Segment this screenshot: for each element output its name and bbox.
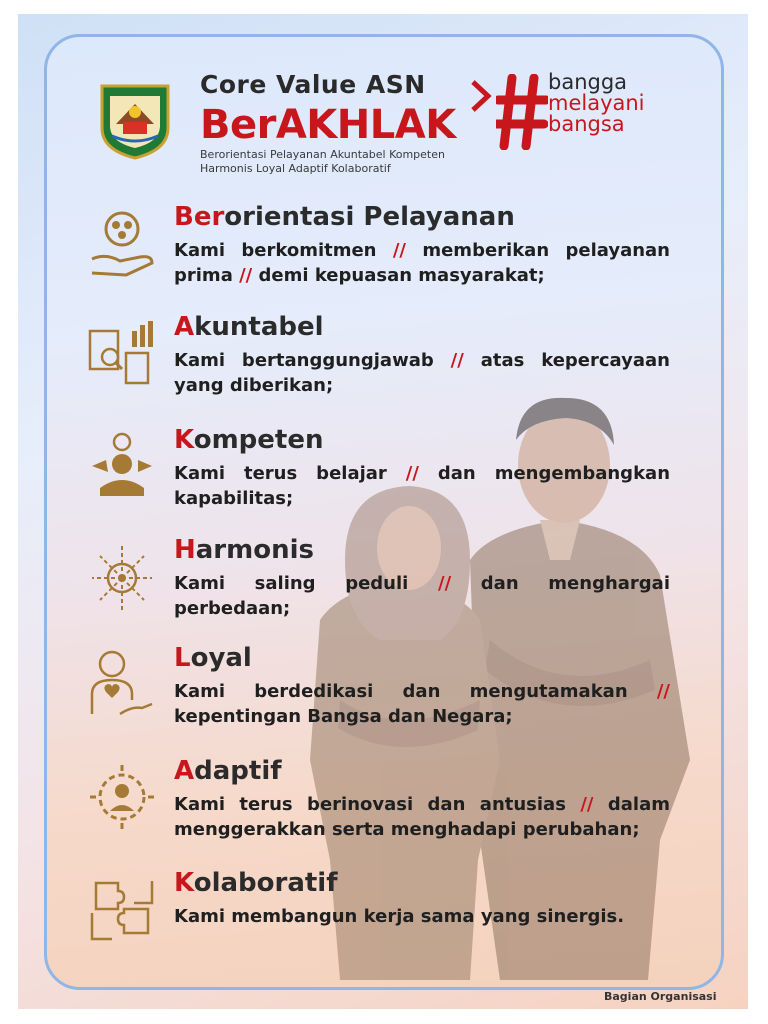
hashtag-word-melayani: melayani <box>548 91 645 115</box>
description-text: Kami membangun kerja sama yang sinergis. <box>174 906 625 927</box>
value-title-initial: L <box>174 643 191 673</box>
description-text: memberikan pelayanan <box>406 240 670 261</box>
description-text: kapabilitas; <box>174 488 294 509</box>
separator-slashes: // <box>580 794 594 815</box>
value-title <box>174 535 314 565</box>
value-description-line <box>174 792 670 817</box>
hashtag-word-bangga: bangga <box>548 70 628 94</box>
description-text: dan mengembangkan <box>418 463 671 484</box>
value-title-rest: armonis <box>195 535 314 565</box>
separator-slashes: // <box>438 573 452 594</box>
separator-slashes: // <box>392 240 406 261</box>
value-description-line <box>174 373 670 398</box>
hashtag-text <box>548 72 645 135</box>
heart-hand-icon <box>86 645 158 723</box>
separator-slashes: // <box>405 463 419 484</box>
value-title-initial: Ber <box>174 202 225 232</box>
value-description-line <box>174 904 670 929</box>
footer-credit: Bagian Organisasi <box>604 990 717 1003</box>
description-text: dan menghargai <box>451 573 670 594</box>
separator-slashes: // <box>239 265 253 286</box>
hand-people-icon <box>86 204 158 282</box>
value-title-rest: olaboratif <box>193 868 338 898</box>
value-description-line <box>174 817 670 842</box>
description-text: Kami bertanggungjawab <box>174 350 451 371</box>
separator-slashes: // <box>656 681 670 702</box>
description-text: demi kepuasan masyarakat; <box>252 265 545 286</box>
description-text: yang diberikan; <box>174 375 334 396</box>
core-value-heading: Core Value ASN <box>200 70 426 99</box>
value-description-line <box>174 596 670 621</box>
description-text: dalam <box>593 794 670 815</box>
value-title <box>174 312 324 342</box>
description-text: atas kepercayaan <box>463 350 670 371</box>
description-text: Kami berdedikasi dan mengutamakan <box>174 681 657 702</box>
value-title <box>174 756 282 786</box>
hashtag-icon <box>496 74 548 150</box>
description-text: Kami saling peduli <box>174 573 438 594</box>
value-description-line <box>174 461 670 486</box>
value-description-line <box>174 571 670 596</box>
value-title-initial: H <box>174 535 196 565</box>
value-description-line <box>174 679 670 704</box>
description-text: Kami terus belajar <box>174 463 406 484</box>
chevron-right-icon <box>470 80 492 112</box>
puzzle-hands-icon <box>86 870 158 948</box>
value-title-rest: ompeten <box>193 425 324 455</box>
value-title-initial: A <box>174 312 195 342</box>
value-title-rest: kuntabel <box>194 312 324 342</box>
berakhlak-subtitle: Berorientasi Pelayanan Akuntabel Kompeten Harmonis Loyal Adaptif Kolaboratif <box>200 148 445 175</box>
value-title-initial: A <box>174 756 195 786</box>
value-description-line <box>174 238 670 263</box>
description-text: menggerakkan serta menghadapi perubahan; <box>174 819 640 840</box>
berakhlak-heading: BerAKHLAK <box>200 102 456 148</box>
value-title-rest: oyal <box>190 643 252 673</box>
separator-slashes: // <box>450 350 464 371</box>
value-title-initial: K <box>174 425 194 455</box>
description-text: kepentingan Bangsa dan Negara; <box>174 706 513 727</box>
pasaman-barat-emblem <box>98 80 172 160</box>
hashtag-word-bangsa: bangsa <box>548 112 625 136</box>
value-description-line <box>174 348 670 373</box>
description-text: Kami berkomitmen <box>174 240 393 261</box>
value-title-rest: orientasi Pelayanan <box>224 202 515 232</box>
value-title <box>174 643 252 673</box>
description-text: perbedaan; <box>174 598 291 619</box>
value-description-line <box>174 486 670 511</box>
value-description-line <box>174 704 670 729</box>
description-text: Kami terus berinovasi dan antusias <box>174 794 581 815</box>
value-description-line <box>174 263 670 288</box>
description-text: prima <box>174 265 240 286</box>
learning-person-icon <box>86 427 158 505</box>
people-circle-icon <box>86 537 158 615</box>
value-title-rest: daptif <box>194 756 282 786</box>
report-calculator-icon <box>86 314 158 392</box>
gear-person-icon <box>86 758 158 836</box>
value-title <box>174 425 323 455</box>
value-title <box>174 868 338 898</box>
value-title <box>174 202 515 232</box>
value-title-initial: K <box>174 868 194 898</box>
